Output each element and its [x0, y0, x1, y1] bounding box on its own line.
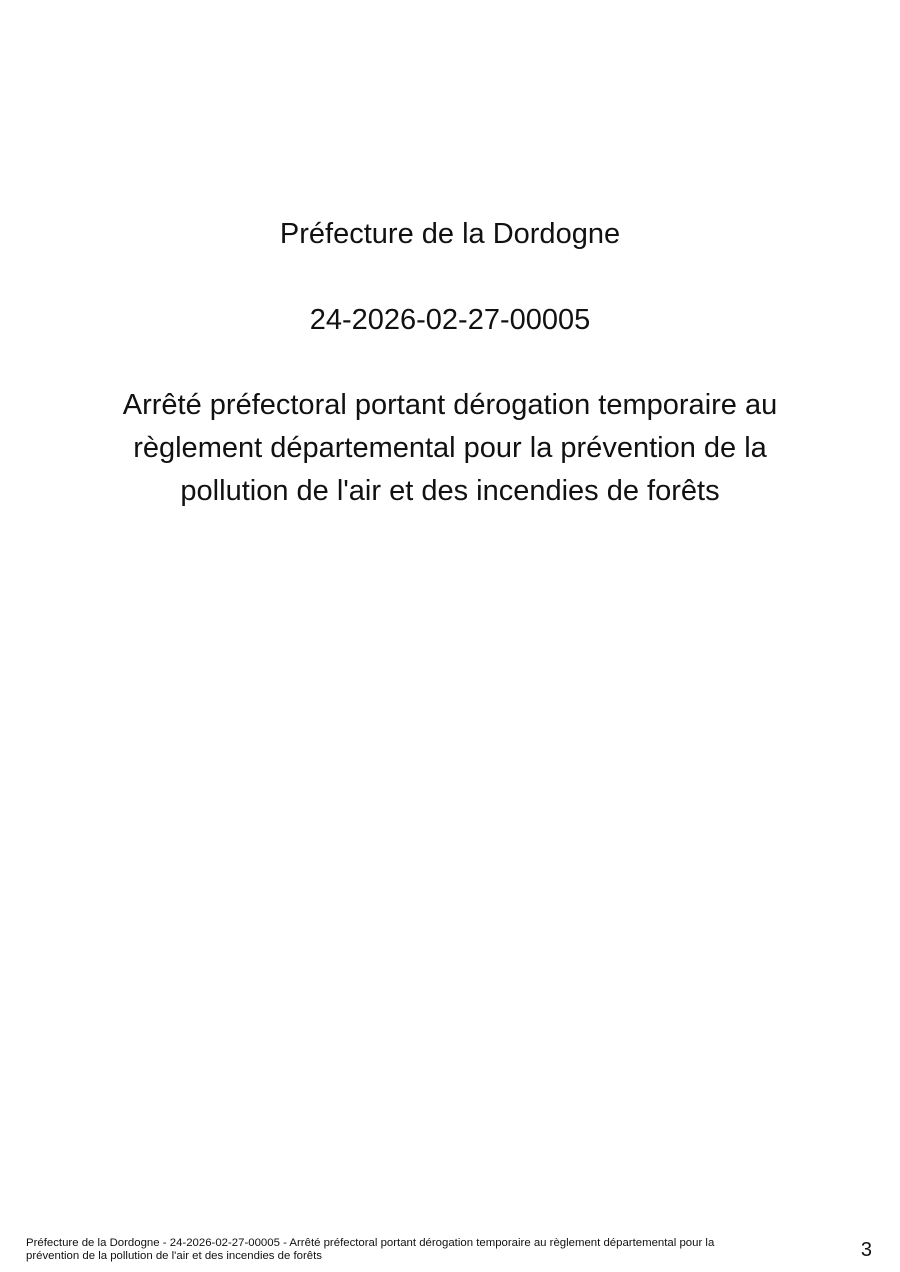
footer-line: prévention de la pollution de l'air et des incendies de forêts [26, 1250, 322, 1262]
page-number: 3 [860, 1239, 872, 1261]
act-number: 24-2026-02-27-00005 [309, 304, 591, 336]
title-block [80, 212, 820, 513]
issuer-name: Préfecture de la Dordogne [279, 218, 621, 250]
footer-line: Préfecture de la Dordogne - 24-2026-02-27-00005 - Arrêté préfectoral portant dérogation temporaire au règlement départemental pour la [26, 1237, 715, 1249]
act-title [80, 384, 820, 513]
act-title-line: Arrêté préfectoral portant dérogation temporaire au [122, 389, 778, 421]
act-title-line: pollution de l'air et des incendies de forêts [180, 475, 720, 507]
page-footer [26, 1237, 846, 1263]
act-title-line: règlement départemental pour la prévention de la [133, 432, 767, 464]
